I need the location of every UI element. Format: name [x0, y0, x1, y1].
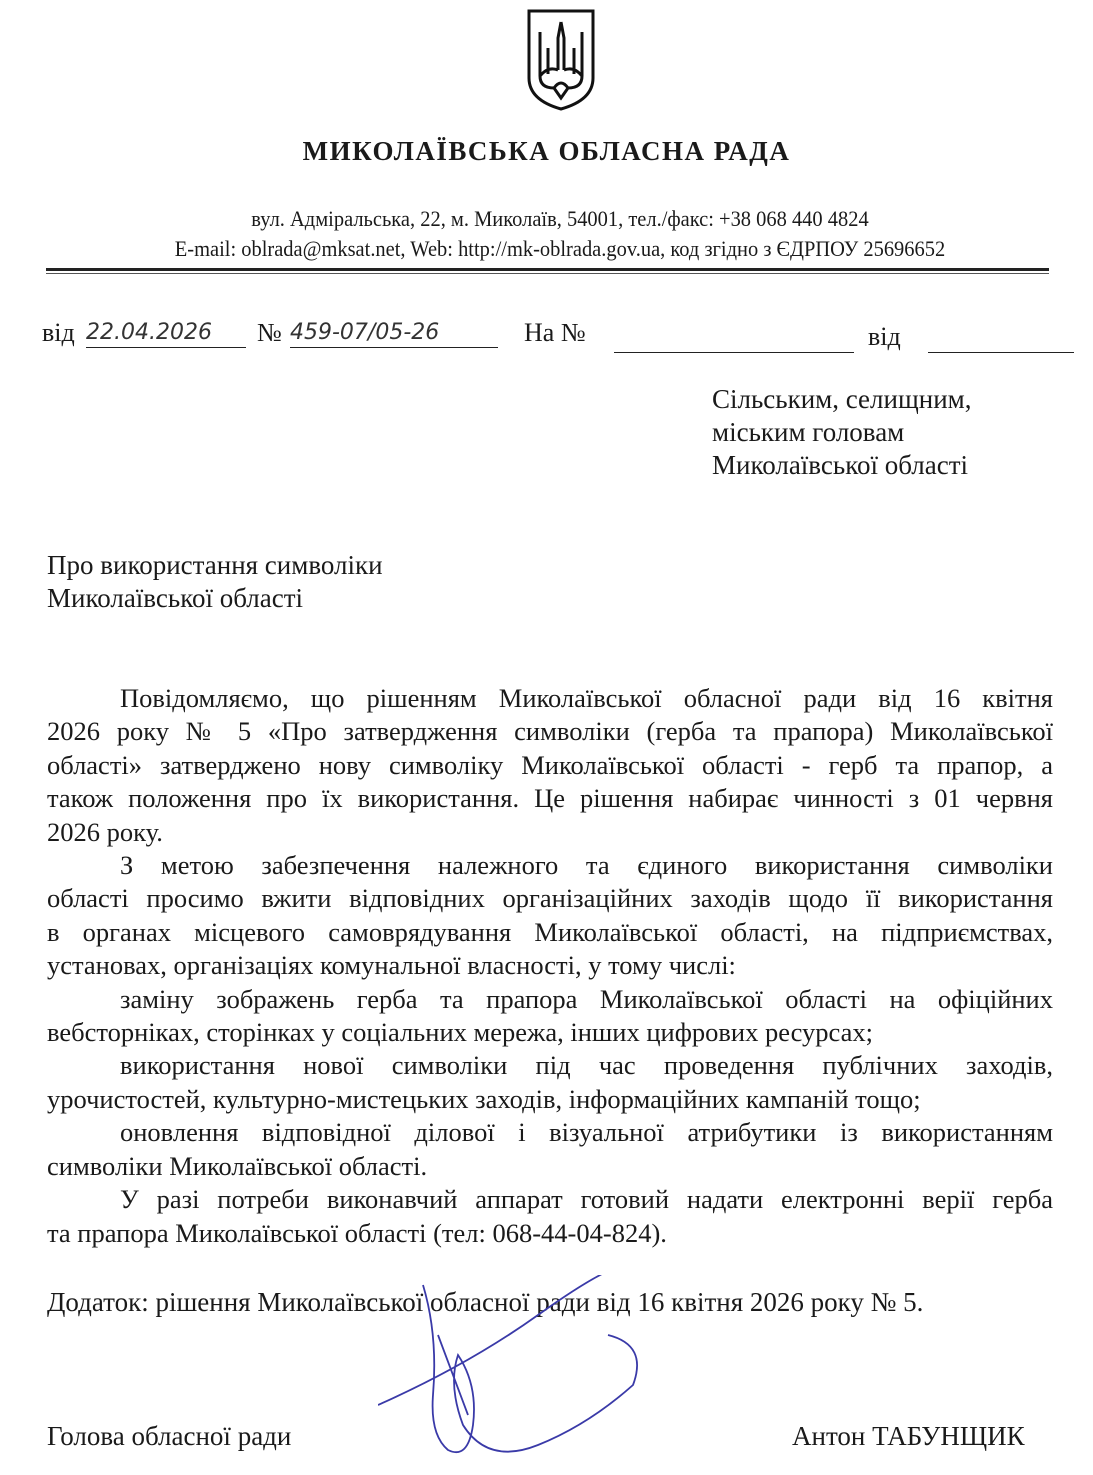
paragraph-line: вебсторніках, сторінках у соціальних мережа, інших цифрових ресурсах; — [47, 1017, 874, 1048]
paragraph-line: області просимо вжити відповідних організаційних заходів щодо її використання — [47, 883, 1053, 914]
handwritten-signature — [378, 1275, 648, 1465]
paragraph-line: З метою забезпечення належного та єдиного використання символіки — [120, 850, 1053, 881]
organization-name: МИКОЛАЇВСЬКА ОБЛАСНА РАДА — [302, 136, 791, 166]
paragraph-line: установах, організаціях комунальної власності, у тому числі: — [47, 950, 736, 981]
address-line: вул. Адміральська, 22, м. Миколаїв, 54001, тел./факс: +38 068 440 4824 — [251, 206, 869, 231]
signatory-position: Голова обласної ради — [47, 1421, 292, 1451]
paragraph-line: символіки Миколаївської області. — [47, 1150, 428, 1181]
letter-body — [47, 682, 1053, 1250]
coat-of-arms-icon — [526, 8, 596, 112]
paragraph-line: використання нової символіки під час проведення публічних заходів, — [120, 1050, 1053, 1081]
paragraph-line: оновлення відповідної ділової і візуальної атрибутики із використанням — [120, 1117, 1053, 1148]
subject-line: Про використання символіки — [47, 550, 383, 580]
addressee — [712, 383, 972, 482]
reply-number-label: На № — [524, 318, 586, 347]
paragraph-line: У разі потреби виконавчий аппарат готовий надати електронні верії герба — [120, 1184, 1053, 1215]
paragraph-line: також положення про їх використання. Це рішення набирає чинності з 01 червня — [47, 783, 1053, 814]
document-number: 459-07/05-26 — [290, 320, 498, 348]
document-date: 22.04.2026 — [86, 320, 246, 348]
paragraph-line: в органах місцевого самоврядування Миколаївської області, на підприємствах, — [47, 916, 1053, 947]
paragraph-line: урочистостей, культурно-мистецьких заходів, інформаційних кампаній тощо; — [47, 1083, 921, 1114]
header-divider — [46, 268, 1049, 271]
subject-line: Миколаївської області — [47, 583, 303, 613]
reply-date-label: від — [868, 322, 901, 351]
paragraph-line: області» затверджено нову символіку Миколаївської області - герб та прапор, а — [47, 749, 1053, 780]
paragraph-line: 2026 року № 5 «Про затвердження символіки (герба та прапора) Миколаївської — [47, 716, 1053, 747]
addressee-line: Миколаївської області — [712, 450, 968, 480]
attachment-note: Додаток: рішення Миколаївської обласної ради від 16 квітня 2026 року № 5. — [47, 1287, 924, 1317]
paragraph-line: 2026 року. — [47, 816, 163, 847]
signatory-name: Антон ТАБУНЩИК — [792, 1421, 1025, 1451]
reply-number-blank — [614, 352, 854, 353]
subject — [47, 549, 383, 615]
contacts-line: E-mail: oblrada@mksat.net, Web: http://mk-oblrada.gov.ua, код згідно з ЄДРПОУ 25696652 — [174, 236, 946, 261]
reply-date-blank — [928, 352, 1074, 353]
addressee-line: Сільським, селищним, — [712, 384, 972, 414]
addressee-line: міським головам — [712, 417, 905, 447]
date-label: від — [42, 318, 75, 347]
paragraph-line: заміну зображень герба та прапора Миколаївської області на офіційних — [120, 983, 1053, 1014]
paragraph-line: та прапора Миколаївської області (тел: 068-44-04-824). — [47, 1217, 667, 1248]
paragraph-line: Повідомляємо, що рішенням Миколаївської обласної ради від 16 квітня — [120, 683, 1053, 713]
number-label: № — [257, 318, 282, 347]
header-divider-thin — [46, 273, 1049, 274]
